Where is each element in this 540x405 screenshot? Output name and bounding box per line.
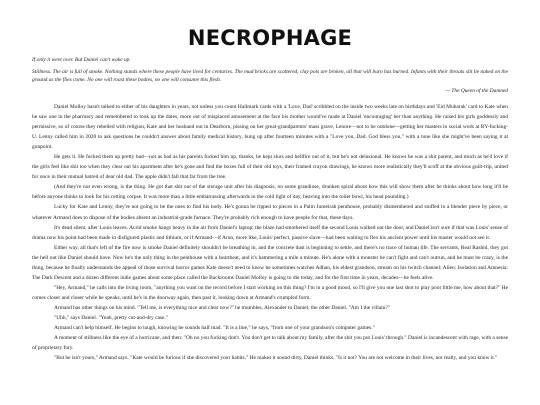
document-title: NECROPHAGE: [187, 26, 353, 50]
epigraph-attribution: — The Queen of the Damned: [445, 87, 508, 94]
epigraph-passage: Stillness. The air is full of smoke. Nothing stands where these people have lived for centuries. The mud bricks are scattered, clay pots are broken, all that will burn has burned. Infants with their throats slit lie naked on the ground as the flies come. No one will roast these bodies, no one will consume this flesh.: [32, 68, 508, 83]
paragraph: "But he isn't yours," Armand says. "Kate would be furious if she discovered your habits." He makes it sound dirty, Daniel thinks. "Is it not? You are not welcome in their lives, not really, and you know it.": [54, 355, 498, 362]
paragraph: "Uhh," says Daniel. "Yeah, pretty cut-and-dry case.": [54, 314, 169, 321]
paragraph: Lucky for Kate and Lenny, they're not going to be the ones to find his body. He's gonna be ripped to pieces in a Palm Jumeirah penthouse, probably dismembered and stuffed in a blender piece by piece, or whatever Armand does to dispose of the bodies absent an industrial-grade furnace. They're probably rich enough to have people for that, these days.: [32, 204, 508, 221]
paragraph: Armand has other things on his mind. "Tell me, is everything nice and clear now?" he mumbles, Alexander to Daniel, the other Daniel. "Am I the villain?": [54, 304, 391, 311]
epigraph-line: If only it were over. But Daniel can't wake up.: [32, 57, 131, 63]
paragraph: Either way, all that's left of the fire now is smoke Daniel definitely shouldn't be breathing in, and the concrete dust is beginning to settle, and there's no trace of human life. The servants, Real Rashid, they got the hell out like Daniel should have. Now he's the only thing in the penthouse with a heartbeat, and it's hammering a mile a minute. He's alone with a monster he can't fight and can't outrun, and he must be crazy, is the thing, because he finally understands the appeal of those survival horror games Kate doesn't need to know he sometimes watches Adhan, his eldest grandson, stream on his twitch channel: Alien: Isolation and Amnesia: The Dark Descent and a dozen different indie games about some place called the Backrooms Daniel Molloy is going to die today, and for the first time in years, decades—he feels alive.: [32, 244, 508, 281]
epigraph: [32, 56, 508, 95]
paragraph: Daniel Molloy hasn't talked to either of his daughters in years, not unless you count Hallmark cards with a 'Love, Dad' scribbled on the inside two weeks late on birthdays and 'Eid Mubarak' card to Kate when he saw one in the pharmacy and remembered to look up the dates, more out of misplaced amusement at the face his mother would've made at Daniel 'encouraging' her than anything. He raised his girls goddessly and permissive, so of course they rebelled with religion, Kate and her husband out in Dearborn, pissing on her great-grandparents' mass grave, Lenore—not to be outdone—getting her masters in social work at BY-fucking-U. Lenny called him in 2020 to ask questions he couldn't answer about family medical history, hung up after fourteen minutes with a "Love you, Dad. God bless you," with a tone like she might've been saying it at gunpoint.: [32, 104, 508, 151]
paragraph: It's dead silent, after Louis leaves. Acrid smoke hangs heavy in the air from Daniel's laptop; the blaze had smothered itself the second Louis walked out the door, and Daniel isn't sure if that was Louis' sense of drama now his point had been made in disfigured plastic and lithium, or if Armand—if Arun, more like, Louis' perfect, passive slave—had been waiting to flex his ancient power until his master would not see it.: [32, 224, 508, 241]
story-body: [32, 102, 508, 363]
paragraph: He gets it. He fucked them up pretty bad—not as bad as his parents fucked him up, thanks, he kept slurs and hellfire out of it, but he's not delusional. He knows he was a shit parent, and much as he'd love if the girls feel like shit too when they clear out his apartment after he's gone and find the boxes full of their old toys, their framed crayon drawings, he knows more realistically they'll scoff at the obvious guilt-trip, united for once in their mutual hatred of dear old dad. The apple didn't fall that far from the tree.: [32, 154, 508, 181]
paragraph: Armand can't help himself. He begins to laugh, knowing he sounds half mad. "It is a line," he says, "from one of your grandson's computer games.": [54, 325, 375, 332]
paragraph: (And they're not even wrong, is the thing. He got that shit out of the storage unit after his diagnosis, on some grandiose, drunken spiral about how this will show them after he thinks about how long it'll be before anyone thinks to look for his rotting corpse. It was more than a little embarrassing afterwards in the cold light of day, heaving into the toilet bowl, his head pounding.): [32, 184, 508, 201]
paragraph: "Hey, Armand," he calls into the living room, "anything you want on the record before I start working on this thing? I'm in a good mood, so I'll give you one last shot to play poor little me, how about that?" He comes closer and closer while he speaks, until he's in the doorway again, then past it, looking down at Armand's crumpled form.: [32, 284, 508, 301]
paragraph: A moment of stillness like the eye of a hurricane, and then: "Oh no you fucking don't. You don't get to talk about my family, after the shit you put Louis' through." Daniel is incandescent with rage, with a sense of proprietary fury.: [32, 335, 508, 352]
